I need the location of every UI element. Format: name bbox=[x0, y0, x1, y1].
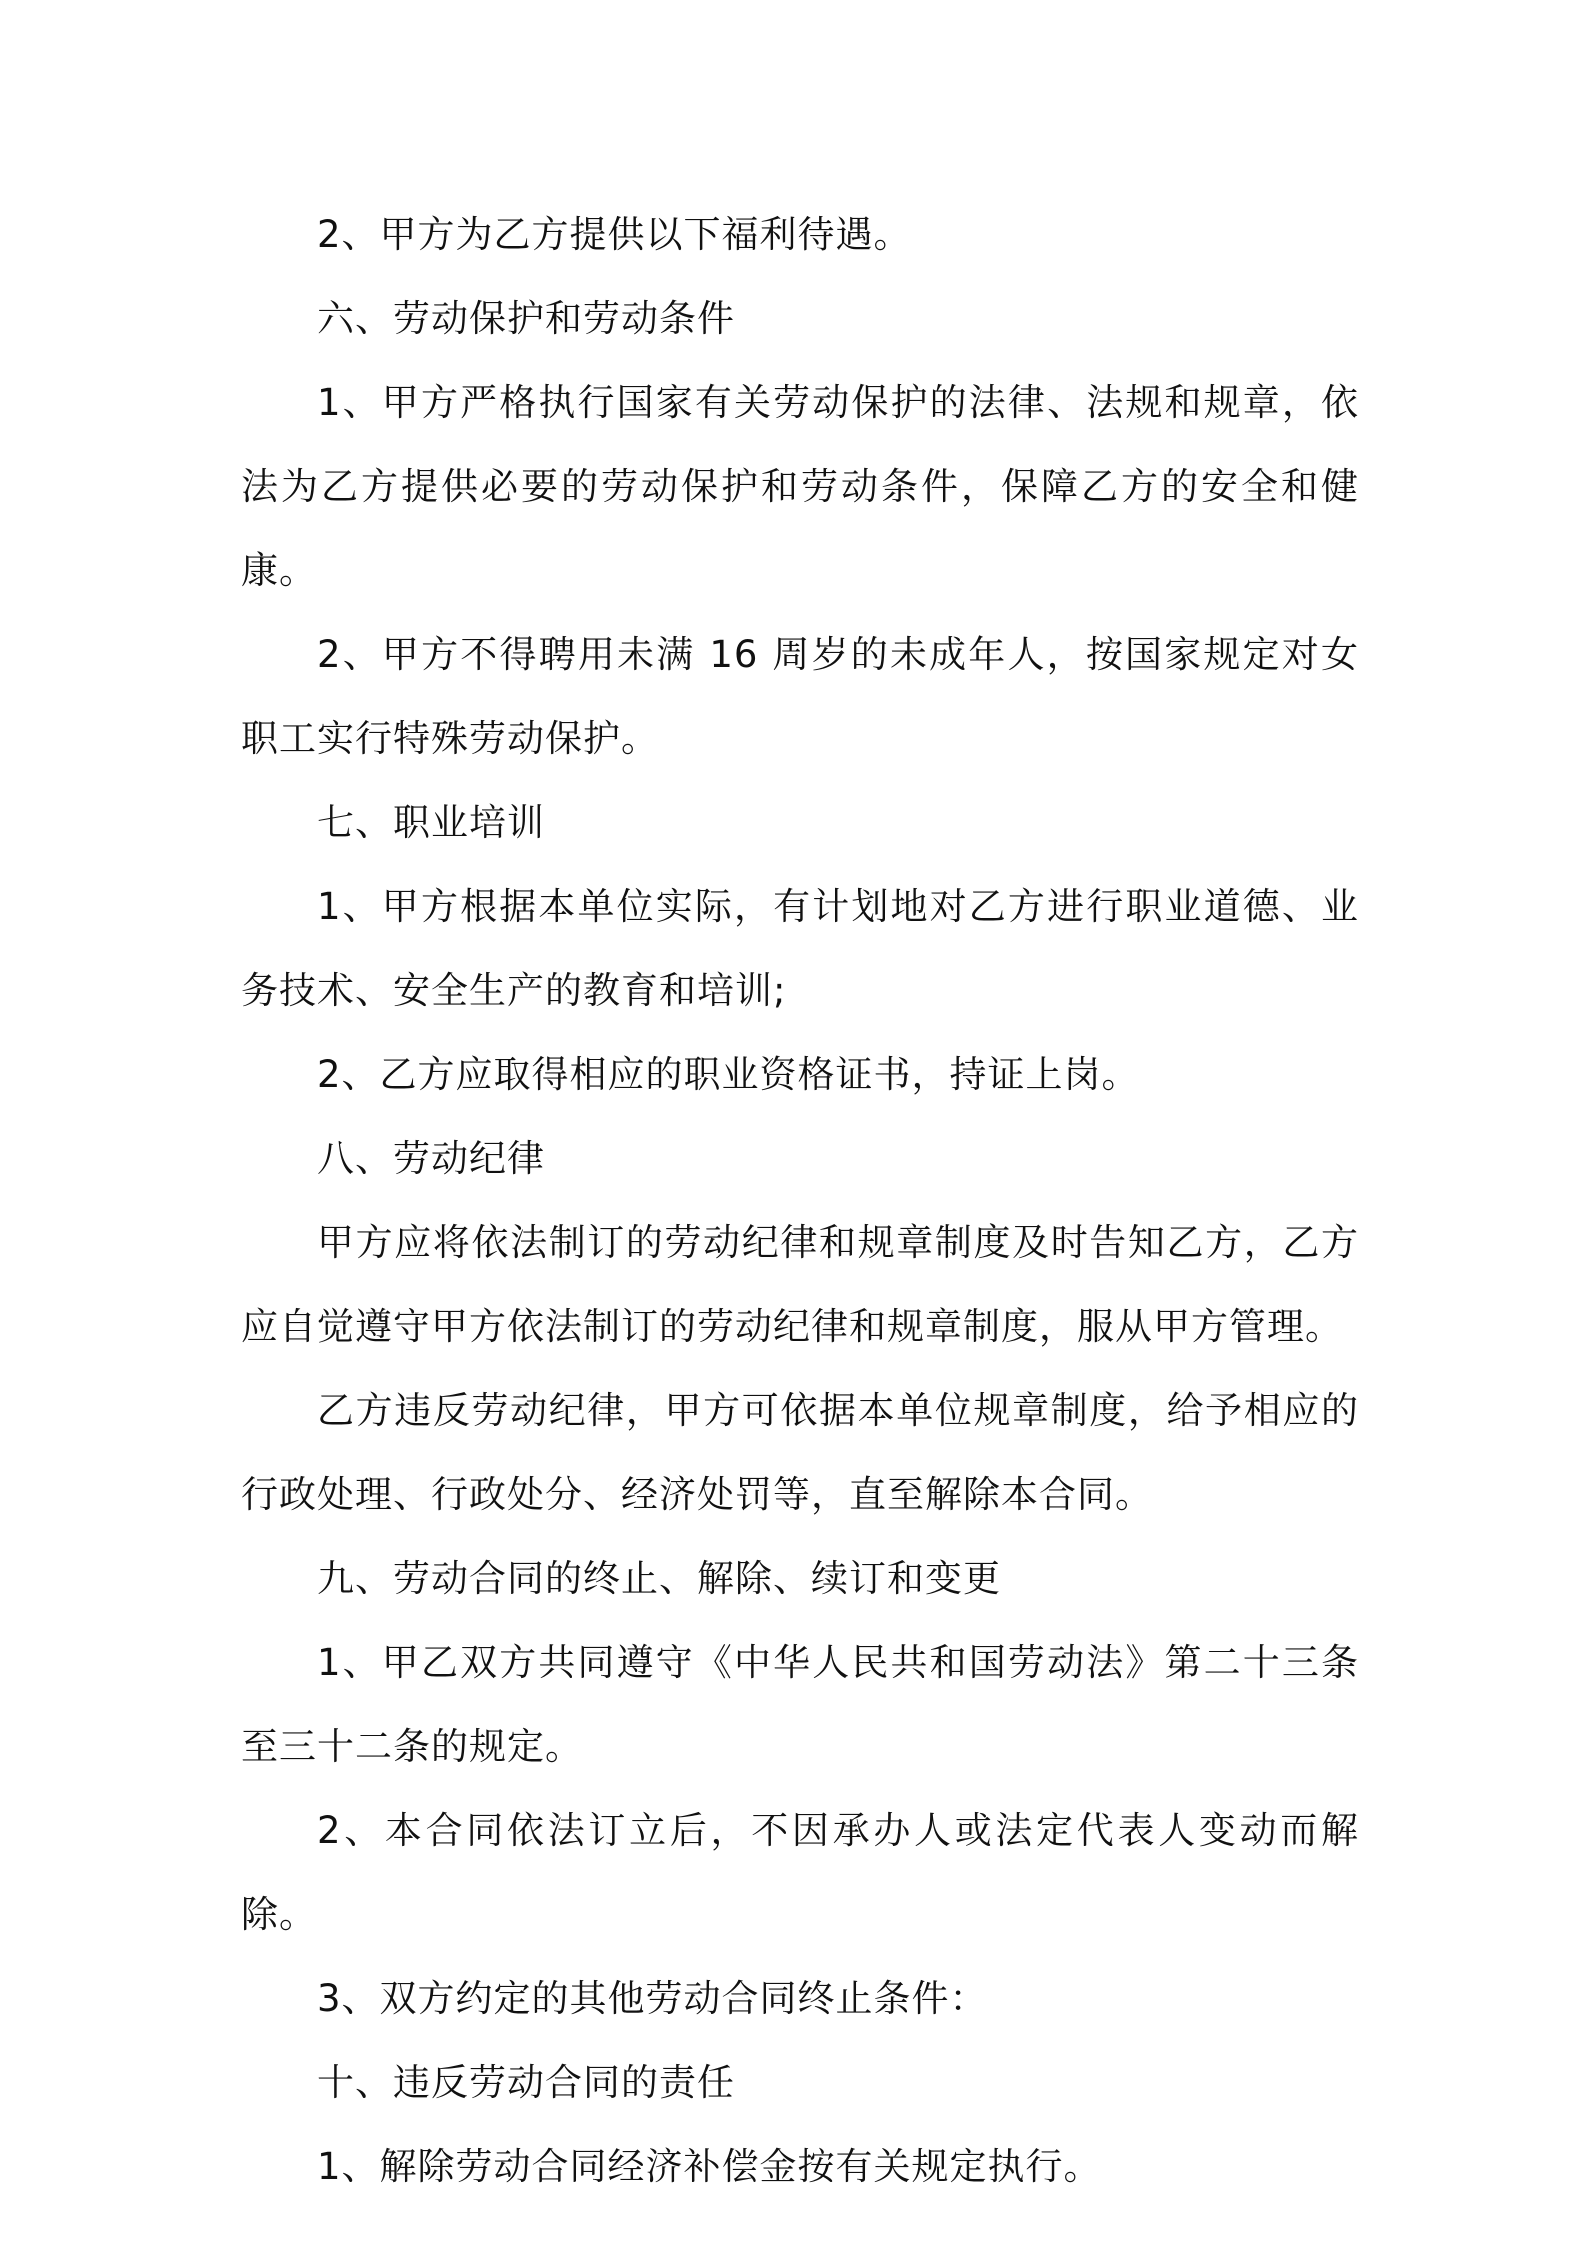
paragraph-training-plan: 1、甲方根据本单位实际，有计划地对乙方进行职业道德、业务技术、安全生产的教育和培训; bbox=[241, 885, 1359, 1012]
paragraph-minors-women: 2、甲方不得聘用未满 16 周岁的未成年人，按国家规定对女职工实行特殊劳动保护。 bbox=[241, 633, 1359, 760]
paragraph-compensation: 1、解除劳动合同经济补偿金按有关规定执行。 bbox=[317, 2145, 1102, 2188]
paragraph-certificate: 2、乙方应取得相应的职业资格证书，持证上岗。 bbox=[317, 1053, 1140, 1096]
paragraph-representative-change: 2、本合同依法订立后，不因承办人或法定代表人变动而解除。 bbox=[241, 1809, 1359, 1936]
section-heading-discipline: 八、劳动纪律 bbox=[317, 1137, 545, 1180]
section-heading-training: 七、职业培训 bbox=[317, 801, 545, 844]
paragraph-discipline-violation: 乙方违反劳动纪律，甲方可依据本单位规章制度，给予相应的行政处理、行政处分、经济处罚等，直至解除本合同。 bbox=[241, 1389, 1359, 1516]
paragraph-welfare: 2、甲方为乙方提供以下福利待遇。 bbox=[317, 213, 912, 256]
paragraph-labor-law: 1、甲乙双方共同遵守《中华人民共和国劳动法》第二十三条至三十二条的规定。 bbox=[241, 1641, 1359, 1768]
section-heading-liability: 十、违反劳动合同的责任 bbox=[317, 2061, 735, 2104]
section-heading-labor-protection: 六、劳动保护和劳动条件 bbox=[317, 297, 735, 340]
paragraph-protection-law: 1、甲方严格执行国家有关劳动保护的法律、法规和规章，依法为乙方提供必要的劳动保护和劳动条件，保障乙方的安全和健康。 bbox=[241, 381, 1359, 592]
paragraph-other-conditions: 3、双方约定的其他劳动合同终止条件： bbox=[317, 1977, 988, 2020]
document-body bbox=[241, 193, 1359, 2209]
paragraph-discipline-rules: 甲方应将依法制订的劳动纪律和规章制度及时告知乙方，乙方应自觉遵守甲方依法制订的劳动纪律和规章制度，服从甲方管理。 bbox=[241, 1221, 1359, 1348]
section-heading-termination: 九、劳动合同的终止、解除、续订和变更 bbox=[317, 1557, 1001, 1600]
